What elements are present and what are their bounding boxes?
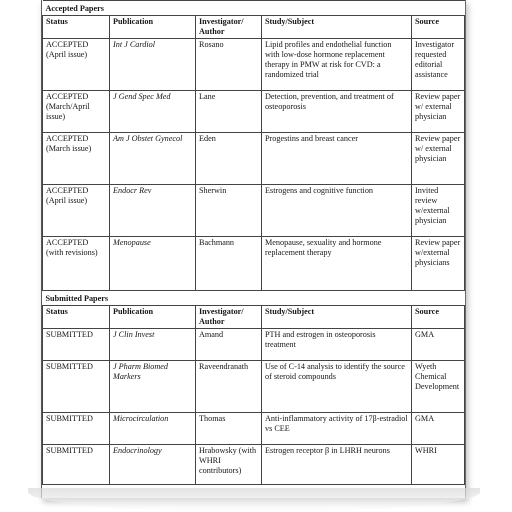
study-cell: Estrogen receptor β in LHRH neurons [262, 445, 412, 485]
source-cell: GMA [412, 329, 465, 361]
study-cell: Menopause, sexuality and hormone replacement therapy [262, 237, 412, 291]
publication-cell: Int J Cardiol [110, 39, 196, 91]
section-title-row [43, 291, 465, 306]
publication-cell: Endocrinology [110, 445, 196, 485]
publication-cell: Menopause [110, 237, 196, 291]
table-row [43, 185, 465, 237]
study-cell: Progestins and breast cancer [262, 133, 412, 185]
investigator-cell: Lane [196, 91, 262, 133]
publication-cell: J Gend Spec Med [110, 91, 196, 133]
status-cell: SUBMITTED [43, 445, 110, 485]
source-cell: Review paper w/ external physician [412, 91, 465, 133]
table-row [43, 39, 465, 91]
investigator-cell: Bachmann [196, 237, 262, 291]
section-title: Submitted Papers [43, 291, 465, 306]
header-investigator: Investigator/ Author [196, 306, 262, 329]
status-cell: ACCEPTED (April issue) [43, 39, 110, 91]
header-study: Study/Subject [262, 306, 412, 329]
status-cell: ACCEPTED (March/April issue) [43, 91, 110, 133]
table-row [43, 133, 465, 185]
publication-cell: Microcirculation [110, 413, 196, 445]
study-cell: Detection, prevention, and treatment of osteoporosis [262, 91, 412, 133]
header-source: Source [412, 306, 465, 329]
section-title-row [43, 1, 465, 16]
investigator-cell: Thomas [196, 413, 262, 445]
header-publication: Publication [110, 306, 196, 329]
status-cell: ACCEPTED (April issue) [43, 185, 110, 237]
investigator-cell: Rosano [196, 39, 262, 91]
table-row [43, 91, 465, 133]
study-cell: Anti-inflammatory activity of 17β-estradiol vs CEE [262, 413, 412, 445]
source-cell: Review paper w/external physicians [412, 237, 465, 291]
table-row [43, 413, 465, 445]
table-row [43, 329, 465, 361]
section-title: Accepted Papers [43, 1, 465, 16]
header-row [43, 16, 465, 39]
publication-cell: J Pharm Biomed Markers [110, 361, 196, 413]
header-source: Source [412, 16, 465, 39]
source-cell: WHRI [412, 445, 465, 485]
investigator-cell: Hrabowsky (with WHRI contributors) [196, 445, 262, 485]
table-row [43, 445, 465, 485]
source-cell: Investigator requested editorial assistance [412, 39, 465, 91]
investigator-cell: Raveendranath [196, 361, 262, 413]
study-cell: PTH and estrogen in osteoporosis treatment [262, 329, 412, 361]
page-curl-shadow [28, 488, 480, 512]
study-cell: Estrogens and cognitive function [262, 185, 412, 237]
publication-cell: Am J Obstet Gynecol [110, 133, 196, 185]
status-cell: ACCEPTED (with revisions) [43, 237, 110, 291]
header-status: Status [43, 306, 110, 329]
study-cell: Use of C-14 analysis to identify the source of steroid compounds [262, 361, 412, 413]
source-cell: Invited review w/external physician [412, 185, 465, 237]
publication-cell: J Clin Invest [110, 329, 196, 361]
papers-table [42, 0, 465, 485]
header-study: Study/Subject [262, 16, 412, 39]
source-cell: Wyeth Chemical Development [412, 361, 465, 413]
investigator-cell: Sherwin [196, 185, 262, 237]
source-cell: GMA [412, 413, 465, 445]
publication-cell: Endocr Rev [110, 185, 196, 237]
investigator-cell: Eden [196, 133, 262, 185]
table-row [43, 237, 465, 291]
header-publication: Publication [110, 16, 196, 39]
document-page [41, 0, 466, 498]
status-cell: SUBMITTED [43, 413, 110, 445]
source-cell: Review paper w/ external physician [412, 133, 465, 185]
header-investigator: Investigator/ Author [196, 16, 262, 39]
study-cell: Lipid profiles and endothelial function with low-dose hormone replacement therapy in PMW at risk for CVD: a randomized trial [262, 39, 412, 91]
table-row [43, 361, 465, 413]
investigator-cell: Amand [196, 329, 262, 361]
header-row [43, 306, 465, 329]
status-cell: SUBMITTED [43, 361, 110, 413]
header-status: Status [43, 16, 110, 39]
status-cell: ACCEPTED (March issue) [43, 133, 110, 185]
status-cell: SUBMITTED [43, 329, 110, 361]
